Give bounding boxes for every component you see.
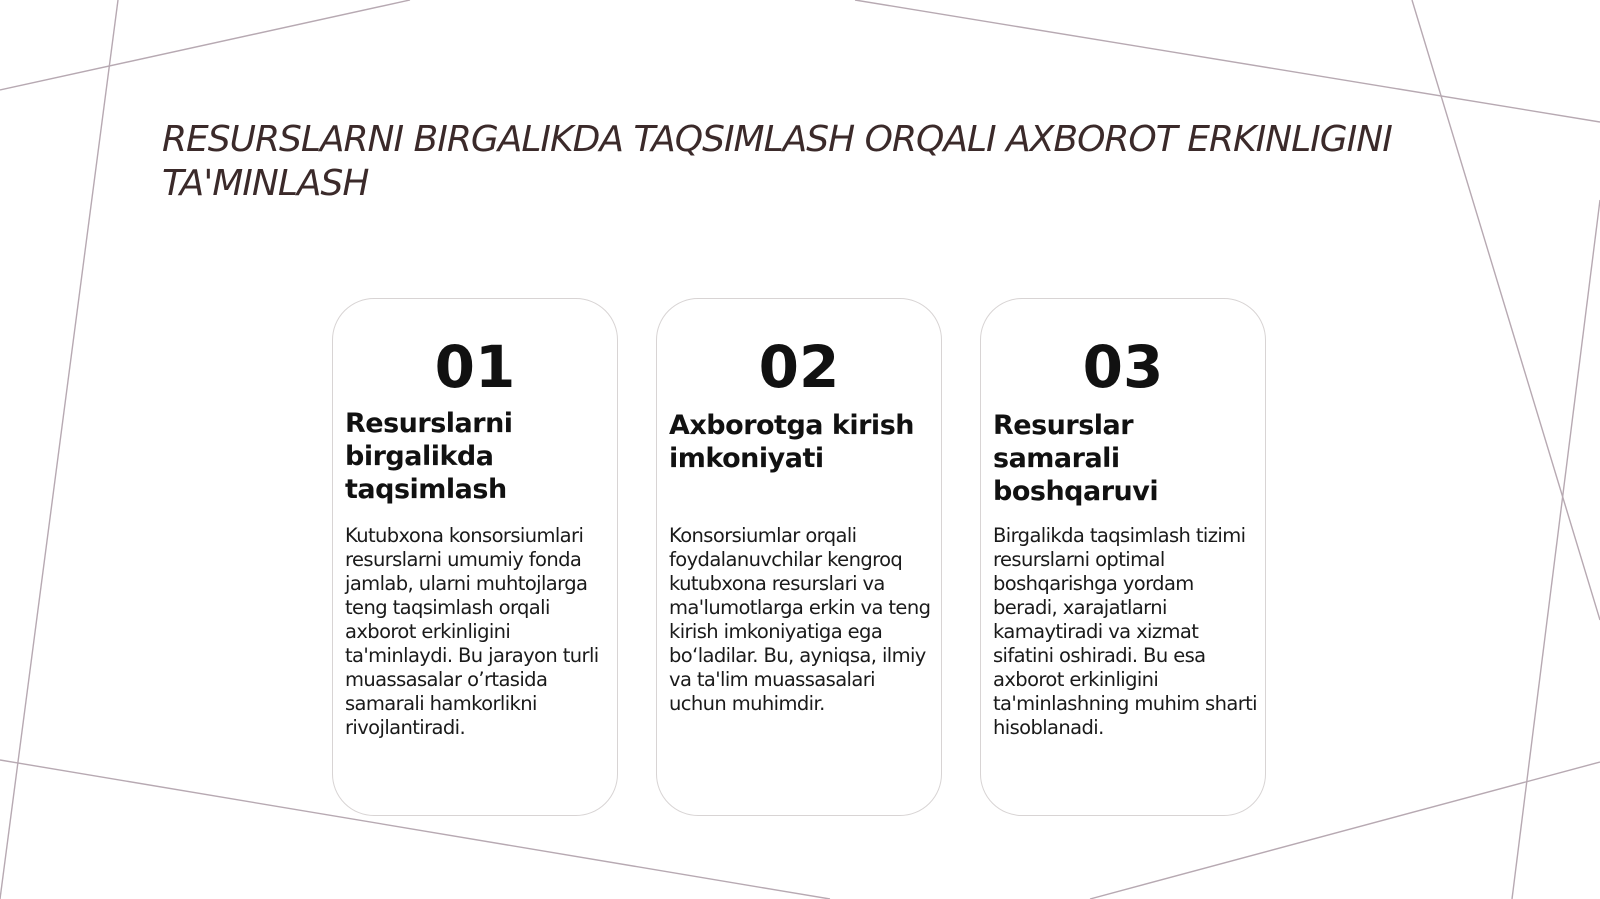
card-1 bbox=[332, 298, 618, 816]
card-body: Konsorsiumlar orqali foydalanuvchilar kengroq kutubxona resurslari va ma'lumotlarga erkin va teng kirish imkoniyatiga ega bo‘ladilar. Bu, ayniqsa, ilmiy va ta'lim muassasalari uchun muhimdir. bbox=[669, 524, 931, 715]
card-body: Kutubxona konsorsiumlari resurslarni umumiy fonda jamlab, ularni muhtojlarga teng taqsimlash orqali axborot erkinligini ta'minlaydi. Bu jarayon turli muassasalar o’rtasida samarali hamkorlikni rivojlantiradi. bbox=[345, 524, 599, 739]
card-3 bbox=[980, 298, 1266, 816]
slide-title: RESURSLARNI BIRGALIKDA TAQSIMLASH ORQALI AXBOROT ERKINLIGINI TA'MINLASH bbox=[162, 119, 1392, 204]
card-number: 03 bbox=[1082, 333, 1164, 401]
card-number: 01 bbox=[434, 333, 516, 401]
card-number: 02 bbox=[758, 333, 840, 401]
card-heading: Axborotga kirish imkoniyati bbox=[669, 410, 914, 474]
card-2 bbox=[656, 298, 942, 816]
card-heading: Resurslar samarali boshqaruvi bbox=[993, 410, 1159, 507]
card-heading: Resurslarni birgalikda taqsimlash bbox=[345, 408, 513, 505]
card-body: Birgalikda taqsimlash tizimi resurslarni optimal boshqarishga yordam beradi, xarajatlarni kamaytiradi va xizmat sifatini oshiradi. Bu esa axborot erkinligini ta'minlashning muhim sharti hisoblanadi. bbox=[993, 524, 1257, 739]
